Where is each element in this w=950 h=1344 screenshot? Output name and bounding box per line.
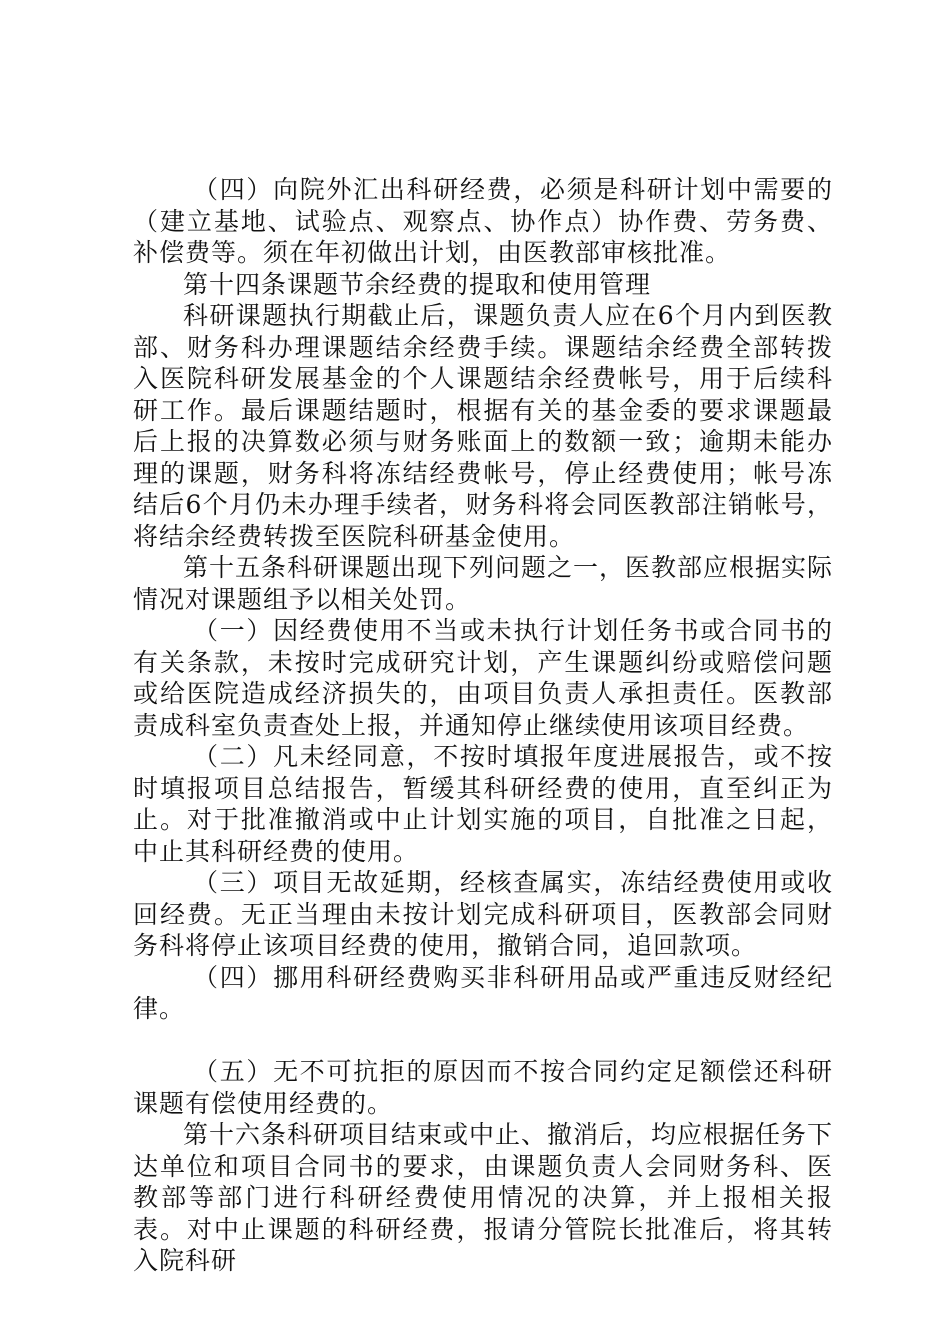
document-body [133,174,833,1277]
paragraph-surplus-funds: 科研课题执行期截止后，课题负责人应在6个月内到医教部、财务科办理课题结余经费手续。课题结余经费全部转拨入医院科研发展基金的个人课题结余经费帐号，用于后续科研工作。最后课题结题时，根据有关的基金委的要求课题最后上报的决算数必须与财务账面上的数额一致；逾期未能办理的课题，财务科将冻结经费帐号，停止经费使用；帐号冻结后6个月仍未办理手续者，财务科将会同医教部注销帐号，将结余经费转拨至医院科研基金使用。 [133,301,833,551]
blank-spacer [133,1025,833,1057]
paragraph-penalty-4: （四）挪用科研经费购买非科研用品或严重违反财经纪律。 [133,962,833,1023]
paragraph-penalty-5: （五）无不可抗拒的原因而不按合同约定足额偿还科研课题有偿使用经费的。 [133,1057,833,1118]
article-14-heading: 第十四条课题节余经费的提取和使用管理 [183,269,652,299]
paragraph-item-4-remittance: （四）向院外汇出科研经费，必须是科研计划中需要的（建立基地、试验点、观察点、协作点）协作费、劳务费、补偿费等。须在年初做出计划，由医教部审核批准。 [133,175,833,267]
article-16-paragraph: 第十六条科研项目结束或中止、撤消后，均应根据任务下达单位和项目合同书的要求，由课题负责人会同财务科、医教部等部门进行科研经费使用情况的决算，并上报相关报表。对中止课题的科研经费，报请分管院长批准后，将其转入院科研 [133,1120,834,1275]
paragraph-penalty-1: （一）因经费使用不当或未执行计划任务书或合同书的有关条款，未按时完成研究计划，产生课题纠纷或赔偿问题或给医院造成经济损失的，由项目负责人承担责任。医教部责成科室负责查处上报，并通知停止继续使用该项目经费。 [133,616,833,740]
paragraph-penalty-3: （三）项目无故延期，经核查属实，冻结经费使用或收回经费。无正当理由未按计划完成科研项目，医教部会同财务科将停止该项目经费的使用，撤销合同，追回款项。 [133,868,833,960]
paragraph-penalty-2: （二）凡未经同意，不按时填报年度进展报告，或不按时填报项目总结报告，暂缓其科研经费的使用，直至纠正为止。对于批准撤消或中止计划实施的项目，自批准之日起，中止其科研经费的使用。 [133,742,833,866]
article-15-heading: 第十五条科研课题出现下列问题之一，医教部应根据实际情况对课题组予以相关处罚。 [133,553,834,614]
